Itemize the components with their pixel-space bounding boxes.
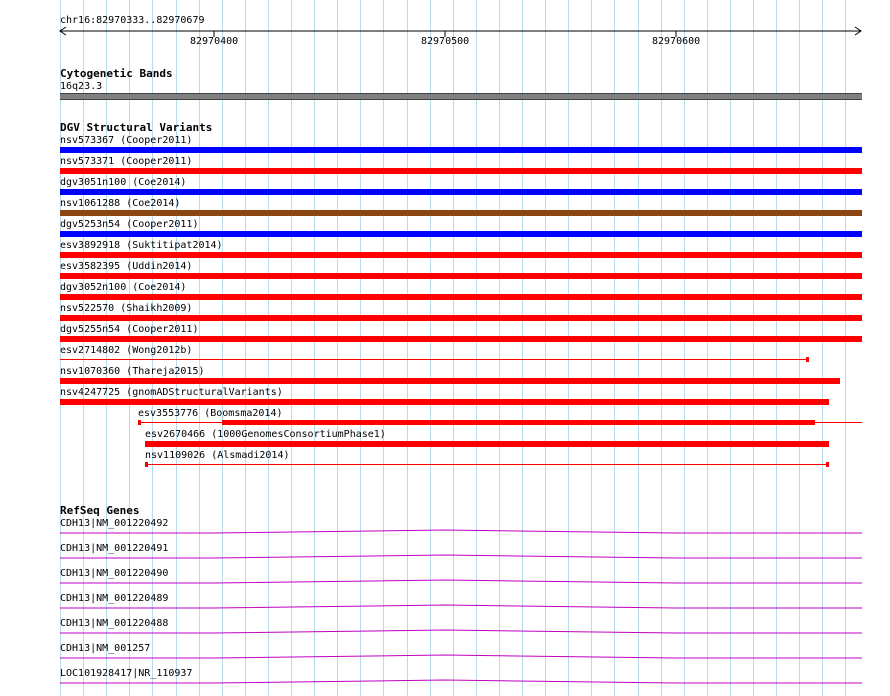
dgv-feature-label: nsv1070360 (Thareja2015): [60, 366, 205, 377]
grid-line: [314, 0, 315, 696]
dgv-feature-label: esv2714802 (Wong2012b): [60, 345, 193, 356]
grid-line: [268, 0, 269, 696]
dgv-feature-label: nsv1109026 (Alsmadi2014): [145, 450, 290, 461]
dgv-feature-bar[interactable]: [60, 273, 862, 279]
grid-line: [822, 0, 823, 696]
cytoband-label: 16q23.3: [60, 81, 103, 92]
dgv-feature-label: nsv1061288 (Coe2014): [60, 198, 181, 209]
track-title-cytoband: Cytogenetic Bands: [60, 67, 173, 80]
dgv-feature-bar[interactable]: [60, 399, 829, 405]
refseq-gene-intron-line[interactable]: [0, 577, 890, 587]
tick-label: 82970400: [190, 36, 239, 47]
dgv-feature-endcap: [826, 462, 829, 467]
dgv-feature-bar[interactable]: [145, 464, 829, 465]
dgv-feature-endcap: [138, 420, 141, 425]
grid-line: [499, 0, 500, 696]
grid-line: [476, 0, 477, 696]
dgv-feature-label: esv3892918 (Suktitipat2014): [60, 240, 223, 251]
grid-line: [245, 0, 246, 696]
grid-line: [545, 0, 546, 696]
grid-line: [522, 0, 523, 696]
grid-line: [360, 0, 361, 696]
refseq-gene-label: CDH13|NM_001220492: [60, 518, 169, 529]
dgv-feature-label: dgv5255n54 (Cooper2011): [60, 324, 199, 335]
refseq-gene-label: CDH13|NM_001220489: [60, 593, 169, 604]
refseq-gene-intron-line[interactable]: [0, 652, 890, 662]
dgv-feature-label: nsv573367 (Cooper2011): [60, 135, 193, 146]
cytoband-bar[interactable]: [60, 93, 862, 100]
dgv-feature-label: nsv4247725 (gnomADStructuralVariants): [60, 387, 283, 398]
refseq-gene-label: CDH13|NM_001220491: [60, 543, 169, 554]
refseq-gene-intron-line[interactable]: [0, 677, 890, 687]
grid-line: [407, 0, 408, 696]
dgv-feature-bar[interactable]: [60, 231, 862, 237]
refseq-gene-label: CDH13|NM_001220488: [60, 618, 169, 629]
dgv-feature-label: esv3582395 (Uddin2014): [60, 261, 193, 272]
scale-ruler[interactable]: [0, 0, 890, 60]
grid-line: [591, 0, 592, 696]
grid-line: [199, 0, 200, 696]
dgv-feature-bar[interactable]: [60, 168, 862, 174]
grid-line: [730, 0, 731, 696]
dgv-feature-bar[interactable]: [60, 336, 862, 342]
grid-line: [753, 0, 754, 696]
grid-line: [661, 0, 662, 696]
dgv-feature-label: nsv522570 (Shaikh2009): [60, 303, 193, 314]
grid-line: [776, 0, 777, 696]
dgv-feature-bar[interactable]: [222, 420, 815, 425]
dgv-feature-label: dgv3051n100 (Coe2014): [60, 177, 187, 188]
refseq-gene-intron-line[interactable]: [0, 627, 890, 637]
refseq-gene-intron-line[interactable]: [0, 602, 890, 612]
track-title-dgv: DGV Structural Variants: [60, 121, 213, 134]
grid-line: [337, 0, 338, 696]
tick-label: 82970500: [421, 36, 470, 47]
dgv-feature-bar[interactable]: [60, 378, 840, 384]
refseq-gene-label: CDH13|NM_001257: [60, 643, 151, 654]
refseq-gene-label: LOC101928417|NR_110937: [60, 668, 193, 679]
dgv-feature-bar[interactable]: [60, 359, 809, 360]
dgv-feature-label: esv2670466 (1000GenomesConsortiumPhase1): [145, 429, 386, 440]
dgv-feature-bar[interactable]: [60, 252, 862, 258]
dgv-feature-endcap: [145, 462, 148, 467]
grid-line: [638, 0, 639, 696]
grid-line: [222, 0, 223, 696]
grid-line: [799, 0, 800, 696]
dgv-feature-bar[interactable]: [60, 315, 862, 321]
dgv-feature-bar[interactable]: [60, 294, 862, 300]
grid-line: [845, 0, 846, 696]
grid-line: [453, 0, 454, 696]
grid-line: [707, 0, 708, 696]
grid-line: [430, 0, 431, 696]
region-label: chr16:82970333..82970679: [60, 15, 205, 26]
grid-line: [614, 0, 615, 696]
refseq-gene-label: CDH13|NM_001220490: [60, 568, 169, 579]
grid-line: [684, 0, 685, 696]
track-title-refseq: RefSeq Genes: [60, 504, 140, 517]
grid-line: [291, 0, 292, 696]
refseq-gene-intron-line[interactable]: [0, 527, 890, 537]
dgv-feature-bar[interactable]: [145, 441, 829, 447]
tick-label: 82970600: [652, 36, 701, 47]
refseq-gene-intron-line[interactable]: [0, 552, 890, 562]
dgv-feature-bar[interactable]: [60, 210, 862, 216]
dgv-feature-label: dgv3052n100 (Coe2014): [60, 282, 187, 293]
dgv-feature-label: dgv5253n54 (Cooper2011): [60, 219, 199, 230]
dgv-feature-label: esv3553776 (Boomsma2014): [138, 408, 283, 419]
dgv-feature-bar[interactable]: [60, 189, 862, 195]
grid-line: [568, 0, 569, 696]
grid-line: [383, 0, 384, 696]
dgv-feature-endcap: [806, 357, 809, 362]
dgv-feature-bar[interactable]: [60, 147, 862, 153]
dgv-feature-label: nsv573371 (Cooper2011): [60, 156, 193, 167]
